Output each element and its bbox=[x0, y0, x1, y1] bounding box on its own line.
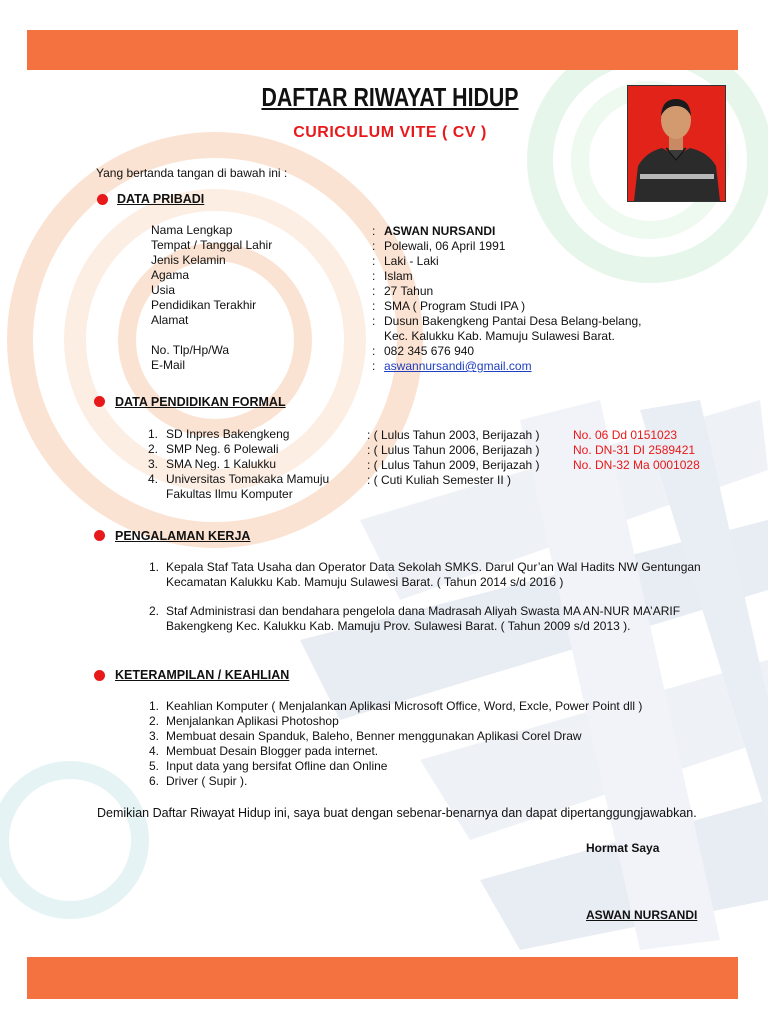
section-bullet-icon bbox=[94, 530, 105, 541]
edu-num: 2. bbox=[148, 442, 159, 456]
heading-keterampilan: KETERAMPILAN / KEAHLIAN bbox=[115, 668, 290, 682]
value-alamat-line2: Kec. Kalukku Kab. Mamuju Sulawesi Barat. bbox=[384, 329, 615, 343]
skill-item: Membuat Desain Blogger pada internet. bbox=[166, 744, 379, 758]
label-ttl: Tempat / Tanggal Lahir bbox=[151, 238, 273, 252]
signature-name: ASWAN NURSANDI bbox=[586, 908, 698, 922]
person-icon bbox=[628, 86, 725, 201]
skill-num: 4. bbox=[149, 744, 160, 758]
exp-line1: Staf Administrasi dan bendahara pengelola dana Madrasah Aliyah Swasta MA AN-NUR MA’ARIF bbox=[166, 604, 681, 618]
exp-line2: Bakengkeng Kec. Kalukku Kab. Mamuju Prov. Sulawesi Barat. ( Tahun 2009 s/d 2013 ). bbox=[166, 619, 631, 633]
value-ttl: Polewali, 06 April 1991 bbox=[384, 239, 506, 253]
skill-item: Driver ( Supir ). bbox=[166, 774, 248, 788]
label-pendidikan: Pendidikan Terakhir bbox=[151, 298, 257, 312]
heading-pendidikan: DATA PENDIDIKAN FORMAL bbox=[115, 395, 286, 409]
label-agama: Agama bbox=[151, 268, 190, 282]
top-accent-bar bbox=[27, 30, 738, 70]
skill-num: 6. bbox=[149, 774, 160, 788]
exp-num: 2. bbox=[149, 604, 160, 618]
value-jenis-kelamin: Laki - Laki bbox=[384, 254, 439, 268]
section-bullet-icon bbox=[94, 670, 105, 681]
label-jenis-kelamin: Jenis Kelamin bbox=[151, 253, 226, 267]
value-usia: 27 Tahun bbox=[384, 284, 434, 298]
skill-num: 3. bbox=[149, 729, 160, 743]
skill-item: Membuat desain Spanduk, Baleho, Benner menggunakan Aplikasi Corel Draw bbox=[166, 729, 582, 743]
edu-certificate: No. 06 Dd 0151023 bbox=[573, 428, 678, 442]
value-pendidikan: SMA ( Program Studi IPA ) bbox=[384, 299, 526, 313]
heading-pengalaman: PENGALAMAN KERJA bbox=[115, 529, 251, 543]
edu-detail: : ( Lulus Tahun 2009, Berijazah ) bbox=[367, 458, 540, 472]
section-bullet-icon bbox=[97, 194, 108, 205]
edu-school: SD Inpres Bakengkeng bbox=[166, 427, 290, 441]
value-nama: ASWAN NURSANDI bbox=[384, 224, 496, 238]
intro-text: Yang bertanda tangan di bawah ini : bbox=[96, 166, 288, 180]
exp-num: 1. bbox=[149, 560, 160, 574]
exp-line1: Kepala Staf Tata Usaha dan Operator Data Sekolah SMKS. Darul Qur’an Wal Hadits NW Gentungan bbox=[166, 560, 701, 574]
edu-num: 4. bbox=[148, 472, 159, 486]
section-bullet-icon bbox=[94, 396, 105, 407]
signature-greeting: Hormat Saya bbox=[586, 841, 660, 855]
edu-detail: : ( Lulus Tahun 2006, Berijazah ) bbox=[367, 443, 540, 457]
label-telepon: No. Tlp/Hp/Wa bbox=[151, 343, 230, 357]
edu-detail: : ( Cuti Kuliah Semester II ) bbox=[367, 473, 512, 487]
edu-school: SMA Neg. 1 Kalukku bbox=[166, 457, 277, 471]
document-subtitle: CURICULUM VITE ( CV ) bbox=[293, 124, 487, 141]
document-title: DAFTAR RIWAYAT HIDUP bbox=[261, 82, 519, 112]
value-telepon: 082 345 676 940 bbox=[384, 344, 475, 358]
edu-certificate: No. DN-31 DI 2589421 bbox=[573, 443, 696, 457]
cv-page: DAFTAR RIWAYAT HIDUP CURICULUM VITE ( CV ) Yang bertanda tangan di bawah ini : DATA PRIBADI Nama Lengkap Tempat / Tanggal Lahir Jenis Kelamin Agama Usia Pendidikan Terakhir Alamat No. Tlp/Hp/Wa E-Mail : : : : : : : : : ASWAN NURSANDI Polewali, 06 April 1991 Laki - Laki Islam 27 Tahun SMA ( Program Studi IPA ) Dusun Bakengkeng Pantai Desa Belang-belang, Kec. Kalukku Kab. Mamuju Sulawesi Barat. 082 345 676 940 aswannursandi@gmail.com DATA PENDIDIKAN FORMAL 1. SD Inpres Bakengkeng : ( Lulus Tahun 2003, Berijazah ) No. 06 Dd 0151023 2. SMP Neg. 6 Polewali : ( Lulus Tahun 2006, Berijazah ) No. DN-31 DI 2589421 3. SMA Neg. 1 Kalukku : ( Lulus Tahun 2009, Berijazah ) No. DN-32 Ma 0001028 4. Universitas Tomakaka Mamuju Fakultas Ilmu Komputer : ( Cuti Kuliah Semester II ) PENGALAMAN KERJA 1. Kepala Staf Tata Usaha dan Operator Data Sekolah SMKS. Darul Qur’an Wal Hadits NW Gentungan Kecamatan Kalukku Kab. Mamuju Sulawesi Barat. ( Tahun 2014 s/d 2016 ) 2. Staf Administrasi dan bendahara pengelola dana Madrasah Aliyah Swasta MA AN-NUR MA’ARIF Bakengkeng Kec. Kalukku Kab. Mamuju Prov. Sulawesi Barat. ( Tahun 2009 s/d 2013 ). KETERAMPILAN / KEAHLIAN 1. Keahlian Komputer ( Menjalankan Aplikasi Microsoft Office, Word, Excle, Power Point dll ) 2. Menjalankan Aplikasi Photoshop 3. Membuat desain Spanduk, Baleho, Benner menggunakan Aplikasi Corel Draw 4. Membuat Desain Blogger pada internet. 5. Input data yang bersifat Ofline dan Online 6. Driver ( Supir ). Demikian Daftar Riwayat Hidup ini, saya buat dengan sebenar-benarnya dan dapat dipertanggungjawabkan. Hormat Saya ASWAN NURSANDI bbox=[0, 0, 768, 1024]
edu-school: Universitas Tomakaka Mamuju bbox=[166, 472, 330, 486]
label-nama: Nama Lengkap bbox=[151, 223, 233, 237]
edu-school: SMP Neg. 6 Polewali bbox=[166, 442, 279, 456]
skill-num: 2. bbox=[149, 714, 160, 728]
skill-item: Input data yang bersifat Ofline dan Online bbox=[166, 759, 388, 773]
label-usia: Usia bbox=[151, 283, 176, 297]
skill-num: 5. bbox=[149, 759, 160, 773]
edu-num: 3. bbox=[148, 457, 159, 471]
heading-data-pribadi: DATA PRIBADI bbox=[117, 192, 205, 206]
email-link[interactable]: aswannursandi@gmail.com bbox=[384, 359, 532, 373]
edu-detail: : ( Lulus Tahun 2003, Berijazah ) bbox=[367, 428, 540, 442]
skill-item: Keahlian Komputer ( Menjalankan Aplikasi Microsoft Office, Word, Excle, Power Point dll ) bbox=[166, 699, 643, 713]
edu-num: 1. bbox=[148, 427, 159, 441]
profile-photo bbox=[627, 85, 726, 202]
skill-num: 1. bbox=[149, 699, 160, 713]
edu-certificate: No. DN-32 Ma 0001028 bbox=[573, 458, 700, 472]
label-email: E-Mail bbox=[151, 358, 186, 372]
value-agama: Islam bbox=[384, 269, 413, 283]
closing-statement: Demikian Daftar Riwayat Hidup ini, saya buat dengan sebenar-benarnya dan dapat dipertanggungjawabkan. bbox=[97, 806, 697, 820]
value-alamat: Dusun Bakengkeng Pantai Desa Belang-belang, bbox=[384, 314, 642, 328]
skill-item: Menjalankan Aplikasi Photoshop bbox=[166, 714, 339, 728]
edu-school-line2: Fakultas Ilmu Komputer bbox=[166, 487, 293, 501]
exp-line2: Kecamatan Kalukku Kab. Mamuju Sulawesi Barat. ( Tahun 2014 s/d 2016 ) bbox=[166, 575, 564, 589]
label-alamat: Alamat bbox=[151, 313, 189, 327]
bottom-accent-bar bbox=[27, 957, 738, 999]
